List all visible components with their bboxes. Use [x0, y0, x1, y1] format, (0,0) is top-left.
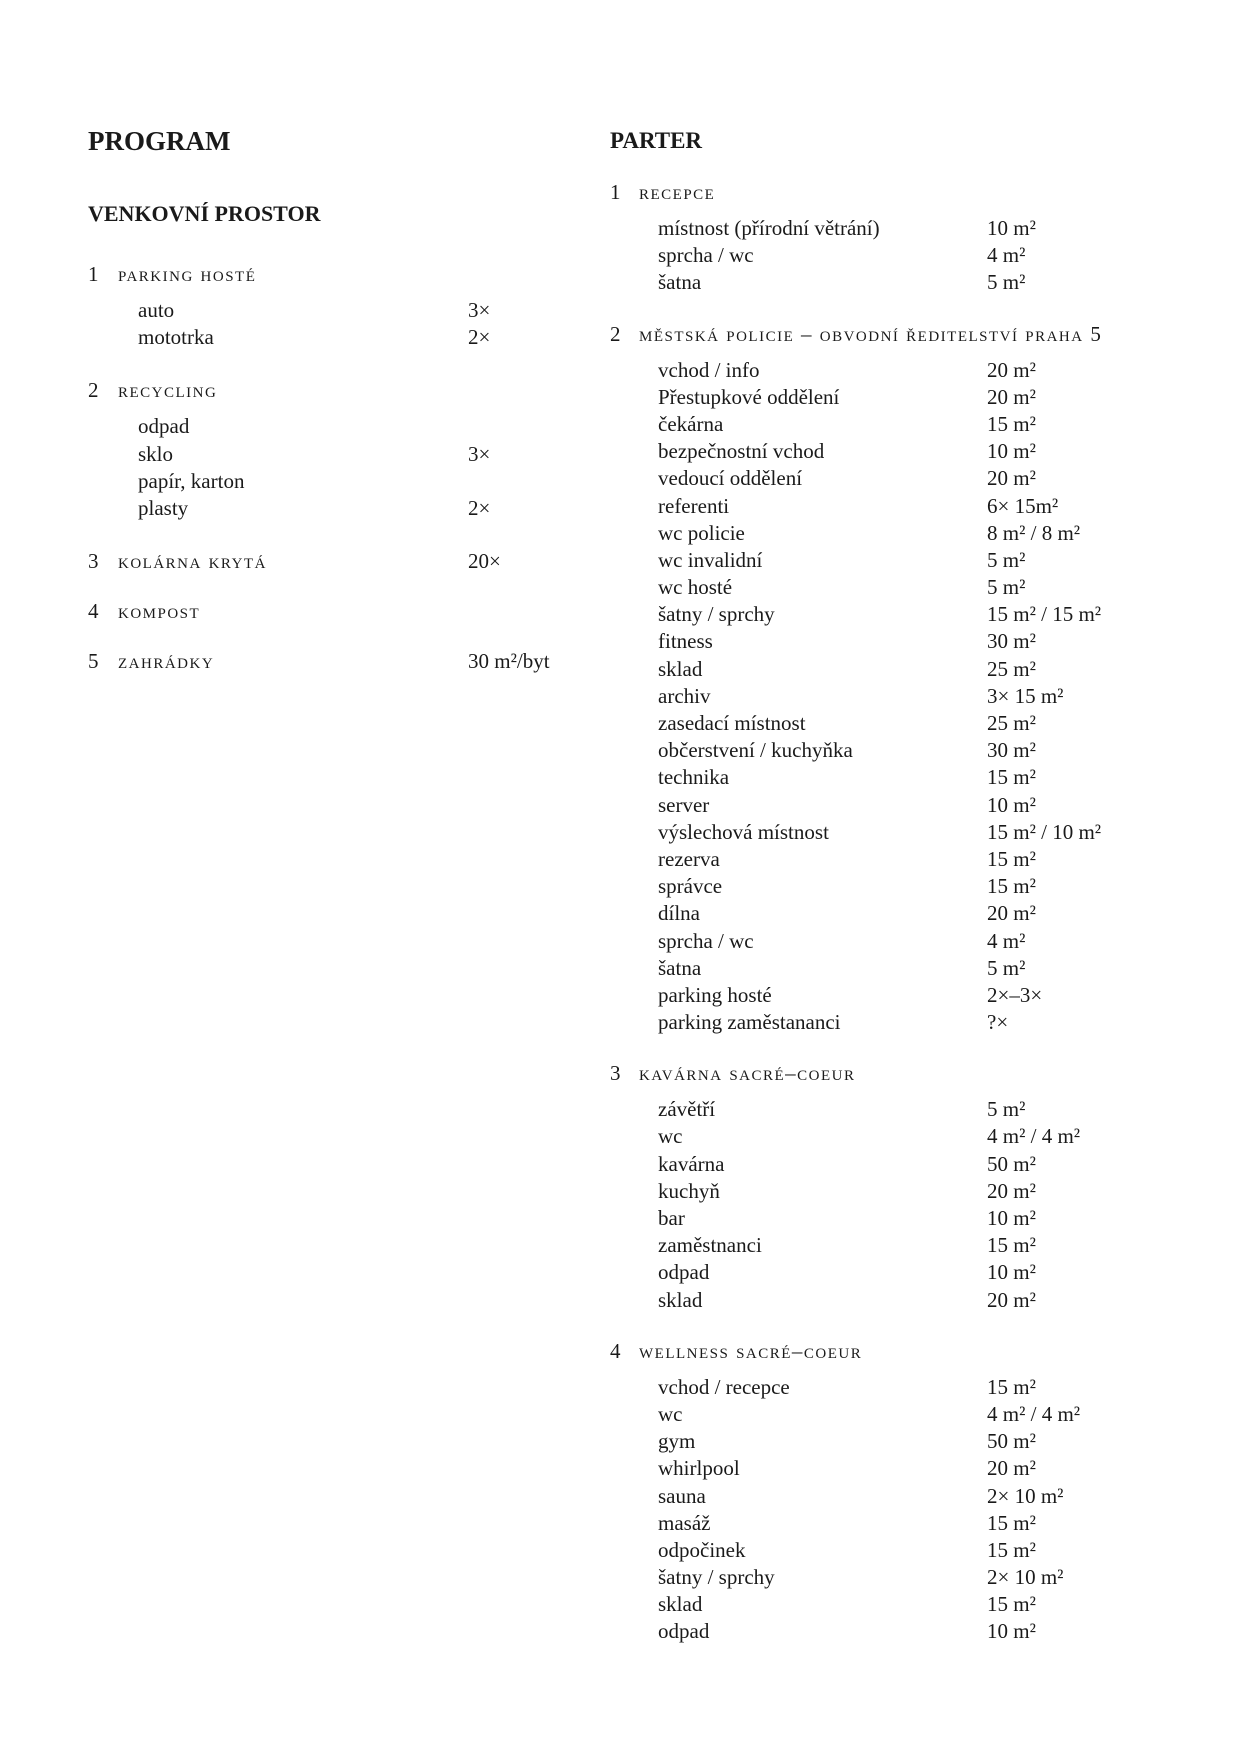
room-name: bar: [658, 1206, 685, 1230]
program-row: [610, 846, 1170, 873]
program-row: [610, 1618, 1170, 1645]
room-area: 50 m²: [987, 1429, 1036, 1454]
room-area: 20 m²: [987, 1456, 1036, 1481]
room-name: wc policie: [658, 520, 745, 545]
room-name: odpočinek: [658, 1537, 746, 1562]
program-section: [610, 179, 1170, 297]
program-row: [610, 1374, 1170, 1401]
room-name: správce: [658, 874, 723, 899]
room-area: 20 m²: [987, 901, 1036, 926]
program-row: [610, 1232, 1170, 1259]
section-label: parking hosté: [118, 262, 257, 286]
program-section: [88, 548, 568, 575]
room-area: 8 m² / 8 m²: [987, 520, 1081, 545]
section-value: 20×: [468, 549, 501, 574]
program-row: [610, 1483, 1170, 1510]
left-column: [88, 125, 568, 698]
room-area: 2×–3×: [987, 982, 1043, 1007]
program-section: [88, 648, 568, 675]
room-area: 10 m²: [987, 1619, 1036, 1644]
room-name: šatny / sprchy: [658, 1565, 775, 1590]
section-heading: [88, 648, 568, 675]
section-heading: [610, 179, 1170, 206]
section-group-title: VENKOVNÍ PROSTOR: [88, 201, 321, 226]
room-name: plasty: [138, 495, 189, 520]
room-name: wc: [658, 1401, 683, 1426]
room-area: 15 m²: [987, 1233, 1036, 1258]
room-area: 3× 15 m²: [987, 683, 1064, 708]
room-name: sklad: [658, 1592, 703, 1617]
section-label: kompost: [118, 599, 201, 624]
room-area: 15 m²: [987, 1537, 1036, 1562]
room-name: sprcha / wc: [658, 243, 754, 268]
room-area: 20 m²: [987, 466, 1036, 491]
room-area: 15 m²: [987, 1510, 1036, 1535]
room-name: sklad: [658, 656, 703, 681]
room-area: 2× 10 m²: [987, 1565, 1064, 1590]
room-name: whirlpool: [658, 1456, 740, 1481]
program-row: [610, 574, 1170, 601]
room-area: 20 m²: [987, 1178, 1036, 1203]
room-name: šatna: [658, 955, 702, 980]
room-name: místnost (přírodní větrání): [658, 216, 880, 240]
room-area: 10 m²: [987, 439, 1036, 464]
program-row: [610, 242, 1170, 269]
room-area: 10 m²: [987, 1206, 1036, 1230]
room-name: referenti: [658, 493, 730, 518]
program-row: [610, 465, 1170, 492]
program-row: [610, 1123, 1170, 1150]
section-label: recycling: [118, 378, 218, 403]
section-items: [88, 413, 568, 522]
program-row: [610, 520, 1170, 547]
program-row: [610, 1591, 1170, 1618]
left-sections: [88, 261, 568, 675]
room-area: 2×: [468, 495, 491, 520]
program-row: [610, 269, 1170, 296]
program-row: [610, 710, 1170, 737]
room-name: čekárna: [658, 411, 724, 436]
room-area: 5 m²: [987, 575, 1026, 600]
program-row: [610, 1178, 1170, 1205]
program-row: [610, 493, 1170, 520]
room-area: 25 m²: [987, 711, 1036, 735]
section-heading: [88, 261, 568, 288]
program-row: [610, 1151, 1170, 1178]
program-row: [88, 468, 568, 495]
room-name: gym: [658, 1429, 696, 1454]
program-row: [610, 900, 1170, 927]
program-row: [610, 357, 1170, 384]
section-label: kavárna sacré–coeur: [639, 1061, 856, 1086]
section-number: 3: [88, 549, 99, 574]
room-name: fitness: [658, 629, 713, 654]
program-row: [610, 982, 1170, 1009]
program-row: [610, 628, 1170, 655]
room-area: 15 m²: [987, 1374, 1036, 1399]
room-area: 5 m²: [987, 955, 1026, 980]
room-name: sprcha / wc: [658, 928, 754, 953]
program-section: [610, 1060, 1170, 1314]
room-name: závětří: [658, 1097, 716, 1122]
section-heading: [610, 321, 1170, 348]
program-row: [610, 1009, 1170, 1036]
room-name: výslechová místnost: [658, 819, 829, 844]
room-name: wc: [658, 1124, 683, 1149]
program-row: [610, 928, 1170, 955]
program-row: [610, 547, 1170, 574]
program-row: [88, 441, 568, 468]
program-row: [88, 324, 568, 351]
room-name: dílna: [658, 901, 700, 926]
room-name: masáž: [658, 1510, 711, 1535]
room-name: vedoucí oddělení: [658, 466, 803, 491]
room-area: 25 m²: [987, 656, 1036, 681]
program-row: [610, 1259, 1170, 1286]
room-area: 15 m² / 15 m²: [987, 602, 1102, 627]
program-section: [610, 1338, 1170, 1646]
room-area: 4 m²: [987, 928, 1026, 953]
section-label: městská policie – obvodní ředitelství praha 5: [639, 321, 1103, 346]
room-name: kuchyň: [658, 1178, 720, 1203]
room-area: 15 m²: [987, 765, 1036, 790]
section-items: [610, 215, 1170, 297]
program-row: [610, 601, 1170, 628]
program-row: [610, 411, 1170, 438]
room-name: šatny / sprchy: [658, 602, 775, 627]
program-row: [610, 1401, 1170, 1428]
section-number: 2: [610, 321, 621, 346]
program-row: [610, 1537, 1170, 1564]
room-name: bezpečnostní vchod: [658, 439, 825, 464]
program-row: [610, 1287, 1170, 1314]
program-row: [610, 955, 1170, 982]
program-row: [610, 819, 1170, 846]
room-name: sklad: [658, 1287, 703, 1312]
parter-title: PARTER: [610, 128, 703, 153]
room-name: mototrka: [138, 325, 214, 350]
program-row: [610, 438, 1170, 465]
room-name: sklo: [138, 441, 174, 466]
program-row: [610, 1428, 1170, 1455]
room-area: 6× 15m²: [987, 493, 1059, 518]
section-label: recepce: [639, 180, 716, 204]
room-name: Přestupkové oddělení: [658, 384, 840, 409]
room-name: sauna: [658, 1483, 706, 1508]
program-row: [610, 1205, 1170, 1232]
room-name: papír, karton: [138, 468, 245, 493]
program-row: [610, 215, 1170, 242]
program-section: [88, 598, 568, 625]
room-name: odpad: [658, 1619, 710, 1644]
section-value: 30 m²/byt: [468, 649, 550, 674]
room-name: odpad: [658, 1260, 710, 1285]
section-number: 1: [610, 180, 621, 204]
program-row: [610, 1455, 1170, 1482]
room-name: vchod / info: [658, 357, 760, 382]
program-row: [610, 1096, 1170, 1123]
program-section: [88, 261, 568, 351]
room-area: 2×: [468, 325, 491, 350]
section-number: 1: [88, 262, 99, 286]
room-name: technika: [658, 765, 730, 790]
section-number: 3: [610, 1061, 621, 1086]
room-area: 20 m²: [987, 384, 1036, 409]
program-row: [610, 764, 1170, 791]
room-area: 3×: [468, 298, 491, 322]
program-row: [610, 737, 1170, 764]
program-section: [610, 321, 1170, 1037]
room-area: 3×: [468, 441, 491, 466]
right-column: [610, 125, 1170, 1670]
room-name: parking hosté: [658, 982, 772, 1007]
room-area: ?×: [987, 1010, 1009, 1035]
room-area: 20 m²: [987, 1287, 1036, 1312]
room-name: rezerva: [658, 846, 720, 871]
room-area: 15 m²: [987, 1592, 1036, 1617]
room-name: server: [658, 792, 710, 817]
program-row: [610, 873, 1170, 900]
room-area: 50 m²: [987, 1151, 1036, 1176]
room-name: kavárna: [658, 1151, 725, 1176]
program-row: [610, 1510, 1170, 1537]
section-label: zahrádky: [118, 649, 215, 674]
room-area: 2× 10 m²: [987, 1483, 1064, 1508]
room-area: 4 m² / 4 m²: [987, 1124, 1081, 1149]
section-heading: [88, 548, 568, 575]
room-area: 10 m²: [987, 1260, 1036, 1285]
section-heading: [610, 1338, 1170, 1365]
section-label: kolárna krytá: [118, 549, 267, 574]
room-area: 5 m²: [987, 270, 1026, 295]
program-row: [610, 384, 1170, 411]
section-items: [610, 357, 1170, 1037]
room-name: parking zaměstananci: [658, 1010, 841, 1035]
section-items: [88, 297, 568, 351]
room-area: 15 m²: [987, 846, 1036, 871]
section-number: 4: [88, 599, 99, 624]
program-row: [88, 495, 568, 522]
room-area: 5 m²: [987, 1097, 1026, 1122]
room-area: 15 m²: [987, 874, 1036, 899]
program-row: [610, 683, 1170, 710]
room-area: 15 m² / 10 m²: [987, 819, 1102, 844]
program-row: [88, 297, 568, 324]
room-name: odpad: [138, 414, 190, 439]
program-section: [88, 377, 568, 522]
room-area: 5 m²: [987, 547, 1026, 572]
room-area: 20 m²: [987, 357, 1036, 382]
program-row: [88, 413, 568, 440]
room-name: vchod / recepce: [658, 1374, 790, 1399]
section-heading: [88, 377, 568, 404]
section-heading: [610, 1060, 1170, 1087]
room-name: občerstvení / kuchyňka: [658, 738, 853, 763]
section-heading: [88, 598, 568, 625]
page-title: PROGRAM: [88, 126, 231, 156]
program-row: [610, 656, 1170, 683]
program-row: [610, 792, 1170, 819]
room-area: 30 m²: [987, 629, 1036, 654]
room-name: zasedací místnost: [658, 711, 806, 735]
section-number: 4: [610, 1338, 621, 1363]
room-name: zaměstnanci: [658, 1233, 762, 1258]
room-area: 10 m²: [987, 792, 1036, 817]
room-area: 30 m²: [987, 738, 1036, 763]
program-row: [610, 1564, 1170, 1591]
room-name: wc hosté: [658, 575, 733, 600]
section-items: [610, 1374, 1170, 1646]
room-area: 10 m²: [987, 216, 1036, 240]
room-area: 4 m²: [987, 243, 1026, 268]
section-number: 2: [88, 378, 99, 403]
section-label: wellness sacré–coeur: [639, 1338, 863, 1363]
section-number: 5: [88, 649, 99, 674]
room-area: 15 m²: [987, 411, 1036, 436]
room-name: auto: [138, 298, 175, 322]
room-name: archiv: [658, 683, 711, 708]
room-name: wc invalidní: [658, 547, 763, 572]
right-sections: [610, 179, 1170, 1646]
room-area: 4 m² / 4 m²: [987, 1401, 1081, 1426]
room-name: šatna: [658, 270, 702, 295]
section-items: [610, 1096, 1170, 1314]
